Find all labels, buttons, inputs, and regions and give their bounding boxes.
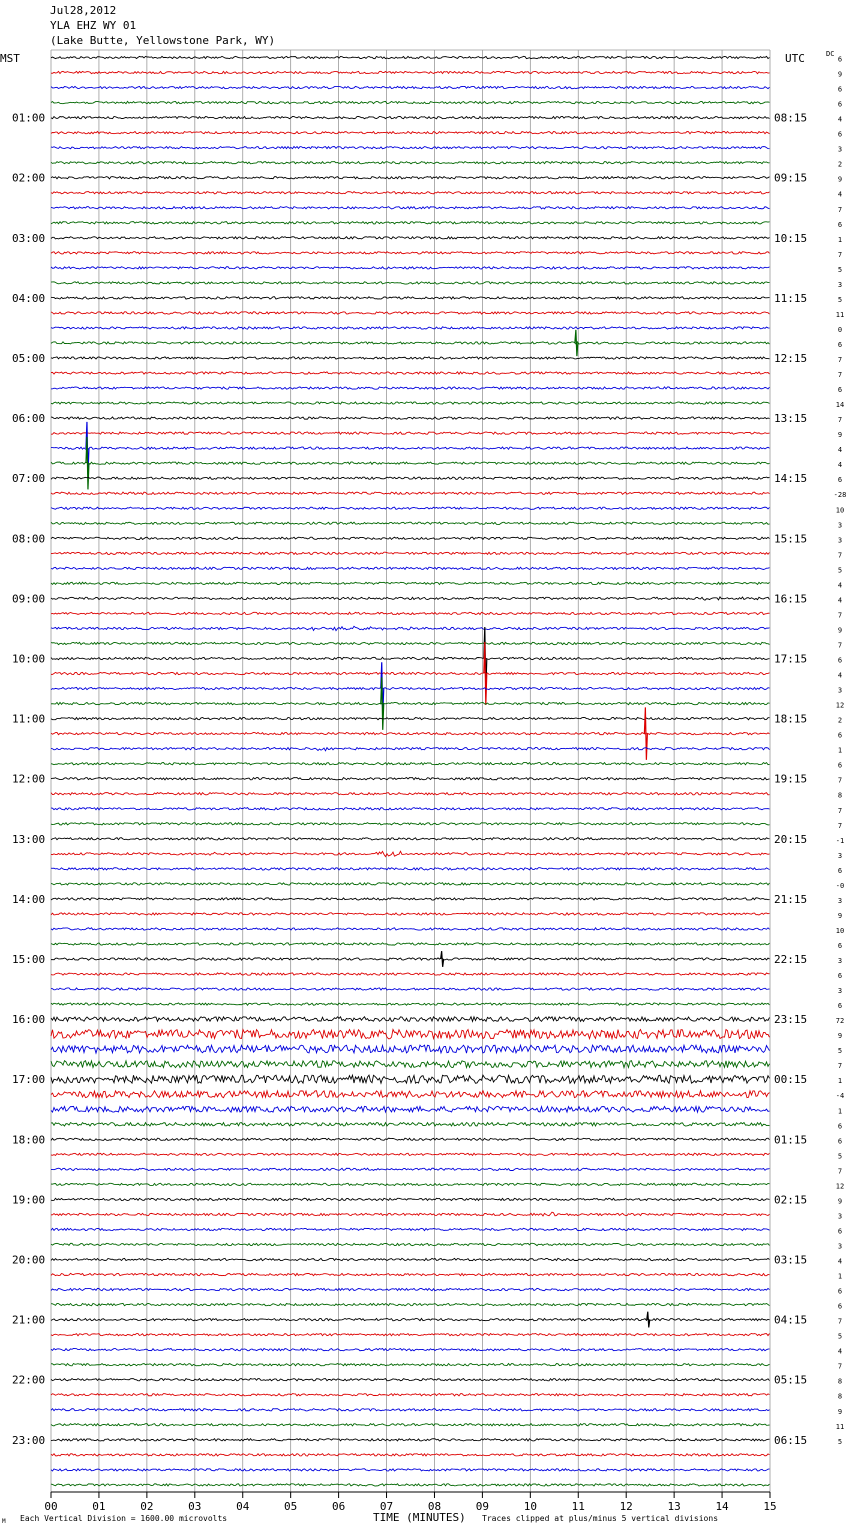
- trace-row: [51, 597, 770, 600]
- trace-row: [51, 1484, 770, 1486]
- dc-offset-label: 7: [837, 1362, 843, 1371]
- dc-offset-label: 7: [837, 416, 843, 425]
- trace-row: [51, 1273, 770, 1275]
- trace-row: [51, 222, 770, 224]
- trace-row: [51, 1061, 770, 1068]
- trace-row: [51, 838, 770, 840]
- trace-row: [51, 357, 770, 359]
- mst-hour-label: 21:00: [12, 1313, 46, 1327]
- trace-row: [51, 958, 770, 960]
- trace-row: [51, 778, 770, 780]
- right-timezone-label: UTC: [785, 52, 805, 65]
- trace-row: [51, 237, 770, 239]
- trace-row: [51, 116, 770, 118]
- dc-offset-label: 6: [837, 866, 843, 875]
- dc-offset-label: 3: [837, 686, 843, 695]
- dc-offset-label: 4: [837, 190, 843, 199]
- dc-offset-label: 5: [837, 265, 843, 274]
- trace-row: [51, 1409, 770, 1411]
- mst-hour-label: 18:00: [12, 1133, 46, 1147]
- trace-row: [51, 642, 770, 644]
- dc-offset-label: 7: [837, 205, 843, 214]
- dc-offset-label: 3: [837, 896, 843, 905]
- trace-row: [51, 1394, 770, 1396]
- trace-group: [51, 56, 770, 1486]
- utc-hour-label: 15:15: [774, 532, 808, 546]
- dc-offset-label: 6: [837, 476, 843, 485]
- trace-row: [51, 763, 770, 765]
- dc-offset-label: 6: [837, 100, 843, 109]
- dc-offset-label: 7: [837, 356, 843, 364]
- dc-offset-label: 7: [837, 1062, 843, 1071]
- dc-offset-label: 6: [837, 220, 843, 229]
- x-tick-label: 10: [523, 1500, 537, 1513]
- trace-row: [51, 267, 770, 269]
- event-spike: [484, 642, 487, 705]
- dc-offset-label: 1: [837, 1077, 843, 1086]
- dc-offset-label: 10: [835, 926, 845, 935]
- dc-offset-label: 6: [837, 1302, 843, 1311]
- x-tick-label: 06: [331, 1500, 346, 1513]
- dc-offset-label: 7: [837, 611, 843, 620]
- trace-row: [51, 808, 770, 810]
- trace-row: [51, 552, 770, 554]
- utc-hour-label: 21:15: [774, 892, 808, 906]
- trace-row: [51, 1045, 770, 1053]
- dc-offset-label: 6: [837, 130, 843, 139]
- dc-offset-label: 5: [837, 295, 843, 304]
- x-tick-label: 14: [715, 1500, 729, 1513]
- dc-offset-label: 4: [837, 115, 843, 124]
- x-tick-label: 12: [619, 1500, 633, 1513]
- mst-hour-label: 19:00: [12, 1193, 46, 1207]
- dc-offset-label: 7: [837, 1317, 843, 1326]
- dc-offset-label: 2: [837, 716, 843, 725]
- event-spike: [86, 437, 89, 490]
- trace-row: [51, 868, 770, 870]
- utc-hour-label: 17:15: [774, 652, 808, 666]
- mst-hour-label: 08:00: [12, 532, 46, 546]
- dc-offset-label: 1: [837, 1107, 843, 1116]
- dc-offset-label: 6: [837, 1002, 843, 1011]
- dc-offset-label: 9: [837, 1032, 843, 1041]
- dc-offset-label: 7: [837, 371, 843, 380]
- utc-hour-label: 04:15: [774, 1313, 808, 1327]
- dc-offset-label: 6: [837, 656, 843, 665]
- station-code: YLA EHZ WY 01: [50, 19, 137, 32]
- mst-hour-label: 06:00: [12, 412, 46, 426]
- trace-row: [51, 1243, 770, 1245]
- dc-offset-label: 11: [835, 310, 845, 319]
- utc-hour-label: 16:15: [774, 592, 808, 606]
- dc-offset-label: 9: [837, 70, 843, 79]
- trace-row: [51, 297, 770, 299]
- dc-offset-label: -4: [835, 1092, 845, 1101]
- dc-offset-label: 6: [837, 972, 843, 981]
- dc-offset-label: 8: [837, 1392, 843, 1401]
- dc-offset-label: 3: [837, 1212, 843, 1221]
- dc-offset-label: 6: [837, 1287, 843, 1296]
- utc-hour-label: 14:15: [774, 472, 808, 486]
- dc-offset-label: 6: [837, 1227, 843, 1236]
- dc-offset-label: -0: [835, 881, 845, 890]
- trace-row: [51, 1138, 770, 1140]
- utc-hour-label: 11:15: [774, 291, 808, 305]
- dc-offset-label: 6: [837, 55, 843, 64]
- trace-row: [51, 1349, 770, 1351]
- trace-row: [51, 327, 770, 329]
- dc-offset-label: 5: [837, 1047, 843, 1056]
- trace-row: [51, 928, 770, 930]
- dc-offset-label: 72: [835, 1017, 845, 1026]
- dc-offset-label: 1: [837, 1272, 843, 1281]
- utc-hour-label: 00:15: [774, 1073, 808, 1087]
- trace-row: [51, 687, 770, 689]
- station-location: (Lake Butte, Yellowstone Park, WY): [50, 34, 276, 47]
- trace-row: [51, 913, 770, 915]
- dc-offset-label: 3: [837, 851, 843, 860]
- dc-offset-label: 4: [837, 581, 843, 590]
- trace-row: [51, 612, 770, 614]
- mst-hour-label: 02:00: [12, 171, 46, 185]
- dc-offset-label: 5: [837, 566, 843, 575]
- dc-offset-label: 4: [837, 446, 843, 455]
- trace-row: [51, 56, 770, 58]
- trace-row: [51, 1075, 770, 1083]
- trace-row: [51, 1228, 770, 1230]
- plot-date: Jul28,2012: [50, 4, 117, 17]
- trace-row: [51, 898, 770, 900]
- trace-row: [51, 1198, 770, 1200]
- dc-offset-label: 5: [837, 1152, 843, 1161]
- trace-row: [51, 1030, 770, 1039]
- utc-hour-label: 13:15: [774, 412, 808, 426]
- dc-offset-label: 9: [837, 1407, 843, 1416]
- trace-row: [51, 717, 770, 719]
- dc-offset-label: 0: [837, 325, 843, 334]
- trace-row: [51, 372, 770, 374]
- trace-row: [51, 851, 770, 856]
- utc-hour-label: 10:15: [774, 231, 808, 245]
- mst-hour-label: 12:00: [12, 772, 46, 786]
- trace-row: [51, 1469, 770, 1471]
- dc-offset-label: 3: [837, 521, 843, 530]
- utc-hour-label: 22:15: [774, 953, 808, 966]
- x-tick-label: 01: [92, 1500, 106, 1513]
- dc-offset-label: 9: [837, 626, 843, 635]
- trace-row: [51, 522, 770, 524]
- trace-row: [51, 1318, 770, 1320]
- dc-offset-label: 1: [837, 746, 843, 755]
- trace-row: [51, 1333, 770, 1335]
- dc-column-label: DC: [826, 50, 835, 58]
- dc-offset-label: 3: [837, 536, 843, 545]
- trace-row: [51, 943, 770, 945]
- dc-offset-label: 6: [837, 1122, 843, 1131]
- dc-offset-label: 10: [835, 506, 845, 515]
- trace-row: [51, 101, 770, 103]
- utc-hour-label: 20:15: [774, 832, 808, 846]
- trace-row: [51, 883, 770, 885]
- mst-hour-label: 20:00: [12, 1253, 46, 1267]
- dc-offset-label: 7: [837, 641, 843, 650]
- event-spike: [441, 951, 444, 967]
- trace-row: [51, 402, 770, 404]
- trace-row: [51, 1168, 770, 1170]
- dc-offset-label: 6: [837, 941, 843, 950]
- trace-row: [51, 1183, 770, 1185]
- dc-offset-label: -28: [833, 491, 847, 500]
- trace-row: [51, 71, 770, 73]
- dc-offset-label: 4: [837, 461, 843, 470]
- dc-offset-label: 8: [837, 791, 843, 800]
- event-spike: [647, 1312, 650, 1328]
- dc-offset-label: 3: [837, 957, 843, 965]
- event-spike: [575, 330, 578, 356]
- trace-row: [51, 793, 770, 795]
- utc-hour-label: 01:15: [774, 1133, 808, 1147]
- dc-offset-label: 7: [837, 1167, 843, 1176]
- utc-hour-label: 09:15: [774, 171, 808, 185]
- trace-row: [51, 567, 770, 569]
- x-tick-label: 08: [427, 1500, 442, 1513]
- left-timezone-label: MST: [0, 52, 20, 65]
- trace-row: [51, 492, 770, 494]
- trace-row: [51, 147, 770, 149]
- trace-row: [51, 1454, 770, 1456]
- row-label-group: [12, 56, 846, 1447]
- dc-offset-label: 6: [837, 1137, 843, 1146]
- dc-offset-label: 7: [837, 821, 843, 830]
- utc-hour-label: 03:15: [774, 1253, 808, 1267]
- mst-hour-label: 01:00: [12, 111, 46, 125]
- trace-row: [51, 342, 770, 344]
- x-tick-label: 15: [763, 1500, 777, 1513]
- trace-row: [51, 672, 770, 674]
- trace-row: [51, 462, 770, 464]
- x-tick-label: 04: [236, 1500, 250, 1513]
- dc-offset-label: 5: [837, 1437, 843, 1446]
- dc-offset-label: 3: [837, 1242, 843, 1251]
- dc-offset-label: 4: [837, 1257, 843, 1266]
- utc-hour-label: 23:15: [774, 1013, 808, 1027]
- dc-offset-label: 9: [837, 175, 843, 184]
- trace-row: [51, 1303, 770, 1305]
- trace-row: [51, 417, 770, 419]
- event-spike: [381, 677, 384, 730]
- trace-row: [51, 626, 770, 630]
- vertical-scale-note: Each Vertical Division = 1600.00 microvolts: [20, 1514, 228, 1523]
- trace-row: [51, 732, 770, 734]
- trace-row: [51, 207, 770, 209]
- dc-offset-label: 6: [837, 386, 843, 395]
- mst-hour-label: 04:00: [12, 291, 46, 305]
- trace-row: [51, 312, 770, 314]
- dc-offset-label: -1: [835, 836, 845, 845]
- dc-offset-label: 5: [837, 1332, 843, 1341]
- dc-offset-label: 12: [835, 701, 845, 710]
- utc-hour-label: 02:15: [774, 1193, 808, 1207]
- x-axis: [44, 1492, 776, 1513]
- trace-row: [51, 1017, 770, 1022]
- trace-row: [51, 1106, 770, 1112]
- mst-hour-label: 14:00: [12, 892, 46, 906]
- trace-row: [51, 1153, 770, 1155]
- dc-offset-label: 9: [837, 911, 843, 920]
- trace-row: [51, 1212, 770, 1216]
- trace-row: [51, 387, 770, 389]
- trace-row: [51, 657, 770, 659]
- x-tick-label: 11: [571, 1500, 585, 1513]
- trace-row: [51, 1379, 770, 1381]
- dc-offset-label: 3: [837, 987, 843, 996]
- dc-offset-label: 7: [837, 551, 843, 560]
- utc-hour-label: 12:15: [774, 352, 808, 365]
- mst-hour-label: 09:00: [12, 592, 46, 606]
- x-tick-label: 09: [475, 1500, 490, 1513]
- dc-offset-label: 7: [837, 806, 843, 815]
- mst-hour-label: 17:00: [12, 1073, 46, 1087]
- dc-offset-label: 4: [837, 596, 843, 605]
- dc-offset-label: 8: [837, 1377, 843, 1386]
- trace-row: [51, 252, 770, 254]
- x-tick-label: 00: [44, 1500, 58, 1513]
- trace-row: [51, 582, 770, 584]
- dc-offset-label: 3: [837, 280, 843, 289]
- mst-hour-label: 07:00: [12, 472, 46, 486]
- utc-hour-label: 08:15: [774, 111, 808, 125]
- trace-row: [51, 988, 770, 990]
- dc-offset-label: 6: [837, 731, 843, 740]
- dc-offset-label: 2: [837, 160, 843, 169]
- trace-row: [51, 447, 770, 449]
- mst-hour-label: 03:00: [12, 231, 46, 245]
- clip-note: Traces clipped at plus/minus 5 vertical divisions: [482, 1514, 719, 1523]
- dc-offset-label: 7: [837, 776, 843, 785]
- trace-row: [51, 86, 770, 88]
- dc-offset-label: 11: [835, 1422, 845, 1431]
- plot-grid: [51, 50, 770, 1492]
- mst-hour-label: 05:00: [12, 352, 46, 365]
- trace-row: [51, 1258, 770, 1260]
- dc-offset-label: 9: [837, 431, 843, 440]
- trace-row: [51, 192, 770, 194]
- x-tick-label: 05: [284, 1500, 298, 1513]
- mst-hour-label: 10:00: [12, 652, 46, 666]
- dc-offset-label: 4: [837, 671, 843, 680]
- trace-row: [51, 507, 770, 509]
- trace-row: [51, 1288, 770, 1290]
- trace-row: [51, 747, 770, 750]
- dc-offset-label: 9: [837, 1197, 843, 1206]
- utc-hour-label: 06:15: [774, 1433, 808, 1447]
- trace-row: [51, 432, 770, 434]
- dc-offset-label: 6: [837, 761, 843, 770]
- x-tick-label: 02: [140, 1500, 154, 1513]
- dc-offset-label: 3: [837, 145, 843, 154]
- trace-row: [51, 1424, 770, 1426]
- utc-hour-label: 18:15: [774, 712, 808, 726]
- utc-hour-label: 05:15: [774, 1373, 808, 1387]
- x-axis-title: TIME (MINUTES): [373, 1511, 466, 1524]
- trace-row: [51, 1439, 770, 1441]
- event-spike: [644, 707, 647, 760]
- trace-row: [51, 162, 770, 164]
- dc-offset-label: 4: [837, 1347, 843, 1356]
- trace-row: [51, 1364, 770, 1366]
- trace-row: [51, 537, 770, 539]
- trace-row: [51, 1091, 770, 1098]
- x-tick-label: 07: [379, 1500, 394, 1513]
- dc-offset-label: 6: [837, 340, 843, 349]
- trace-row: [51, 823, 770, 825]
- x-tick-label: 13: [667, 1500, 681, 1513]
- trace-row: [51, 282, 770, 284]
- x-tick-label: 03: [188, 1500, 202, 1513]
- dc-offset-label: 12: [835, 1182, 845, 1191]
- dc-offset-label: 1: [837, 235, 843, 244]
- mst-hour-label: 13:00: [12, 832, 46, 846]
- mst-hour-label: 22:00: [12, 1373, 46, 1387]
- trace-row: [51, 477, 770, 479]
- mst-hour-label: 16:00: [12, 1013, 46, 1027]
- mst-hour-label: 15:00: [12, 953, 46, 966]
- trace-row: [51, 973, 770, 975]
- trace-row: [51, 131, 770, 133]
- trace-row: [51, 1123, 770, 1126]
- corner-mark: M: [2, 1518, 6, 1525]
- utc-hour-label: 19:15: [774, 772, 808, 786]
- trace-row: [51, 177, 770, 179]
- dc-offset-label: 6: [837, 85, 843, 94]
- dc-offset-label: 14: [835, 401, 845, 410]
- mst-hour-label: 23:00: [12, 1433, 46, 1447]
- mst-hour-label: 11:00: [12, 712, 46, 726]
- trace-row: [51, 702, 770, 705]
- trace-row: [51, 1003, 770, 1005]
- dc-offset-label: 7: [837, 250, 843, 259]
